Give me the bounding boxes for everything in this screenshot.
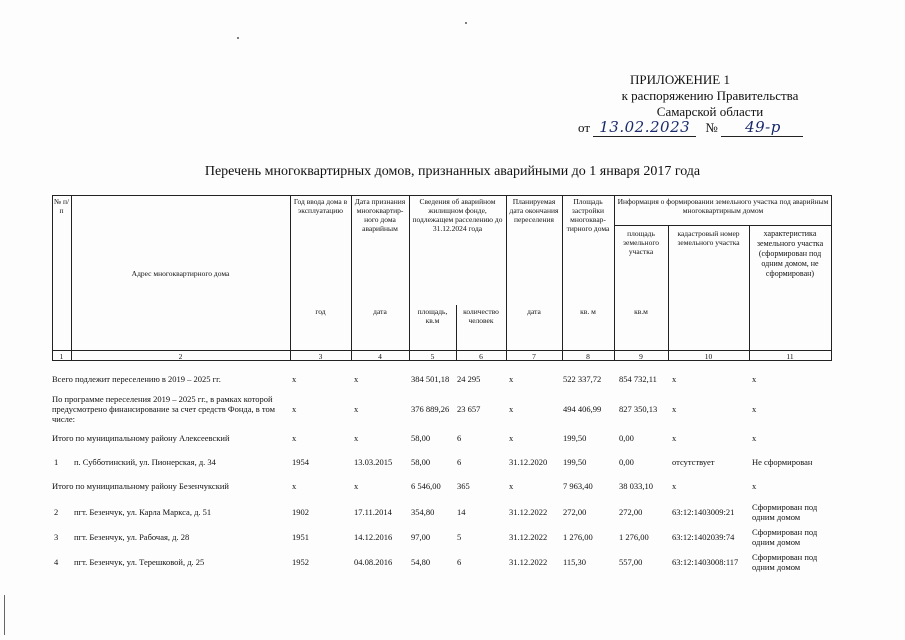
row-cadastral: х: [672, 404, 677, 414]
col-number: 11: [786, 352, 794, 361]
row-year: 1952: [292, 557, 309, 567]
row-address: п. Субботинский, ул. Пионерская, д. 34: [74, 457, 216, 467]
unit-date: дата: [373, 307, 387, 316]
row-planned-date: х: [509, 374, 514, 384]
row-recognition-date: х: [354, 433, 359, 443]
row-cadastral: 63:12:1402039:74: [672, 532, 735, 542]
row-land-char: Сформирован под одним домом: [752, 502, 818, 522]
row-address: пгт. Безенчук, ул. Карла Маркса, д. 51: [74, 507, 212, 517]
row-address: Итого по муниципальному району Алексеевский: [52, 433, 230, 443]
row-area: 354,80: [411, 507, 435, 517]
col-recognition-header: Дата признания многоквартир-ного дома аварийным: [354, 197, 406, 233]
row-number: 4: [54, 557, 59, 567]
col-number: 2: [178, 352, 183, 361]
col-number: 10: [704, 352, 713, 361]
row-built-area: 115,30: [563, 557, 587, 567]
row-cadastral: х: [672, 433, 677, 443]
row-people: 365: [457, 481, 470, 491]
col-land-info-header: Информация о формировании земельного участка под аварийным многоквартирным домом: [617, 197, 829, 215]
row-built-area: 272,00: [563, 507, 587, 517]
row-number: 3: [54, 532, 59, 542]
col-address-header: Адрес многоквартирного дома: [131, 269, 230, 278]
row-recognition-date: 14.12.2016: [354, 532, 393, 542]
row-people: 5: [457, 532, 462, 542]
decree-date-number: [578, 118, 803, 137]
row-land-area: 1 276,00: [619, 532, 649, 542]
row-year: х: [292, 374, 297, 384]
row-built-area: 199,50: [563, 457, 587, 467]
col-number: 7: [532, 352, 536, 361]
scan-speck: [465, 22, 467, 24]
col-land-area-header: площадь земельного участка: [623, 229, 659, 256]
row-land-char: Сформирован под одним домом: [752, 552, 818, 572]
unit-people: количество человек: [463, 307, 499, 325]
row-area: 97,00: [411, 532, 431, 542]
row-recognition-date: 13.03.2015: [354, 457, 393, 467]
col-land-char-header: характеристика земельного участка (сформирован под одним домом, не сформирован): [756, 229, 824, 278]
row-land-area: 557,00: [619, 557, 643, 567]
row-planned-date: 31.12.2020: [509, 457, 548, 467]
row-address: пгт. Безенчук, ул. Терешковой, д. 25: [74, 557, 205, 567]
row-year: х: [292, 481, 297, 491]
unit-sqm: кв. м: [580, 307, 596, 316]
row-recognition-date: х: [354, 404, 359, 414]
row-planned-date: х: [509, 481, 514, 491]
handwritten-number: 49-р: [745, 118, 781, 136]
row-built-area: 7 963,40: [563, 481, 593, 491]
row-people: 6: [457, 433, 462, 443]
col-number: 3: [318, 352, 323, 361]
row-land-char: х: [752, 481, 757, 491]
row-people: 6: [457, 557, 462, 567]
row-cadastral: 63:12:1403009:21: [672, 507, 735, 517]
col-num-header: № п/п: [53, 197, 70, 215]
row-area: 6 546,00: [411, 481, 441, 491]
row-land-char: Не сформирован: [752, 457, 813, 467]
col-number: 5: [430, 352, 435, 361]
document-title: Перечень многоквартирных домов, признанных аварийными до 1 января 2017 года: [204, 164, 701, 179]
unit-area: площадь, кв.м: [417, 307, 448, 325]
row-cadastral: отсутствует: [672, 457, 715, 467]
row-built-area: 199,50: [563, 433, 587, 443]
row-cadastral: 63:12:1403008:117: [672, 557, 739, 567]
row-land-area: 38 033,10: [619, 481, 653, 491]
col-cadastral-header: кадастровый номер земельного участка: [677, 229, 740, 247]
row-planned-date: х: [509, 433, 514, 443]
row-land-char: х: [752, 433, 757, 443]
col-emergency-info-header: Сведения об аварийном жилищном фонде, подлежащем расселению до 31.12.2024 года: [412, 197, 503, 233]
handwritten-date: 13.02.2023: [599, 118, 691, 136]
number-label: №: [705, 120, 718, 135]
col-number: 9: [639, 352, 643, 361]
row-planned-date: 31.12.2022: [509, 507, 548, 517]
row-land-char: х: [752, 374, 757, 384]
row-recognition-date: х: [354, 374, 359, 384]
row-year: х: [292, 433, 297, 443]
row-land-area: 0,00: [619, 433, 634, 443]
row-people: 6: [457, 457, 462, 467]
row-year: х: [292, 404, 297, 414]
col-planned-date-header: Планируемая дата окончания переселения: [509, 197, 559, 224]
appendix-line-3: Самарской области: [656, 104, 764, 119]
row-address: Всего подлежит переселению в 2019 – 2025 гг.: [52, 374, 221, 384]
unit-date-2: дата: [527, 307, 541, 316]
row-cadastral: х: [672, 374, 677, 384]
appendix-block: [560, 72, 860, 120]
header-table: [52, 195, 832, 360]
row-built-area: 1 276,00: [563, 532, 593, 542]
unit-sqm-2: кв.м: [634, 307, 648, 316]
row-area: 58,00: [411, 433, 431, 443]
row-address: Итого по муниципальному району Безенчукский: [52, 481, 229, 491]
scan-edge-mark: [4, 595, 5, 635]
row-year: 1902: [292, 507, 309, 517]
col-number: 8: [586, 352, 590, 361]
row-land-char: Сформирован под одним домом: [752, 527, 818, 547]
row-people: 14: [457, 507, 466, 517]
unit-year: год: [315, 307, 326, 316]
col-number: 4: [378, 352, 382, 361]
row-recognition-date: 04.08.2016: [354, 557, 393, 567]
appendix-title: ПРИЛОЖЕНИЕ 1: [630, 72, 730, 87]
row-land-area: 0,00: [619, 457, 634, 467]
col-year-header: Год ввода дома в эксплуатацию: [293, 197, 348, 215]
row-year: 1951: [292, 532, 309, 542]
row-planned-date: 31.12.2022: [509, 557, 548, 567]
row-number: 2: [54, 507, 59, 517]
row-recognition-date: 17.11.2014: [354, 507, 392, 517]
row-area: 58,00: [411, 457, 431, 467]
row-number: 1: [54, 457, 59, 467]
col-number: 6: [479, 352, 483, 361]
row-recognition-date: х: [354, 481, 359, 491]
col-number: 1: [59, 352, 64, 361]
appendix-line-2: к распоряжению Правительства: [621, 88, 799, 103]
row-land-area: 272,00: [619, 507, 643, 517]
row-land-area: 827 350,13: [619, 404, 658, 414]
row-cadastral: х: [672, 481, 677, 491]
row-year: 1954: [292, 457, 309, 467]
row-area: 384 501,18: [411, 374, 450, 384]
row-address: пгт. Безенчук, ул. Рабочая, д. 28: [74, 532, 190, 542]
row-people: 24 295: [457, 374, 481, 384]
col-built-area-header: Площадь застройки многоквар-тирного дома: [566, 197, 610, 233]
row-planned-date: 31.12.2022: [509, 532, 548, 542]
row-area: 376 889,26: [411, 404, 450, 414]
row-people: 23 657: [457, 404, 481, 414]
row-built-area: 522 337,72: [563, 374, 602, 384]
row-land-char: х: [752, 404, 757, 414]
scan-speck: [237, 37, 239, 39]
from-label: от: [578, 120, 591, 135]
row-planned-date: х: [509, 404, 514, 414]
row-address: По программе переселения 2019 – 2025 гг., в рамках которой предусмотрено финансирование за счет средств Фонда, в том числе:: [52, 394, 275, 424]
row-area: 54,80: [411, 557, 431, 567]
row-land-area: 854 732,11: [619, 374, 657, 384]
row-built-area: 494 406,99: [563, 404, 602, 414]
